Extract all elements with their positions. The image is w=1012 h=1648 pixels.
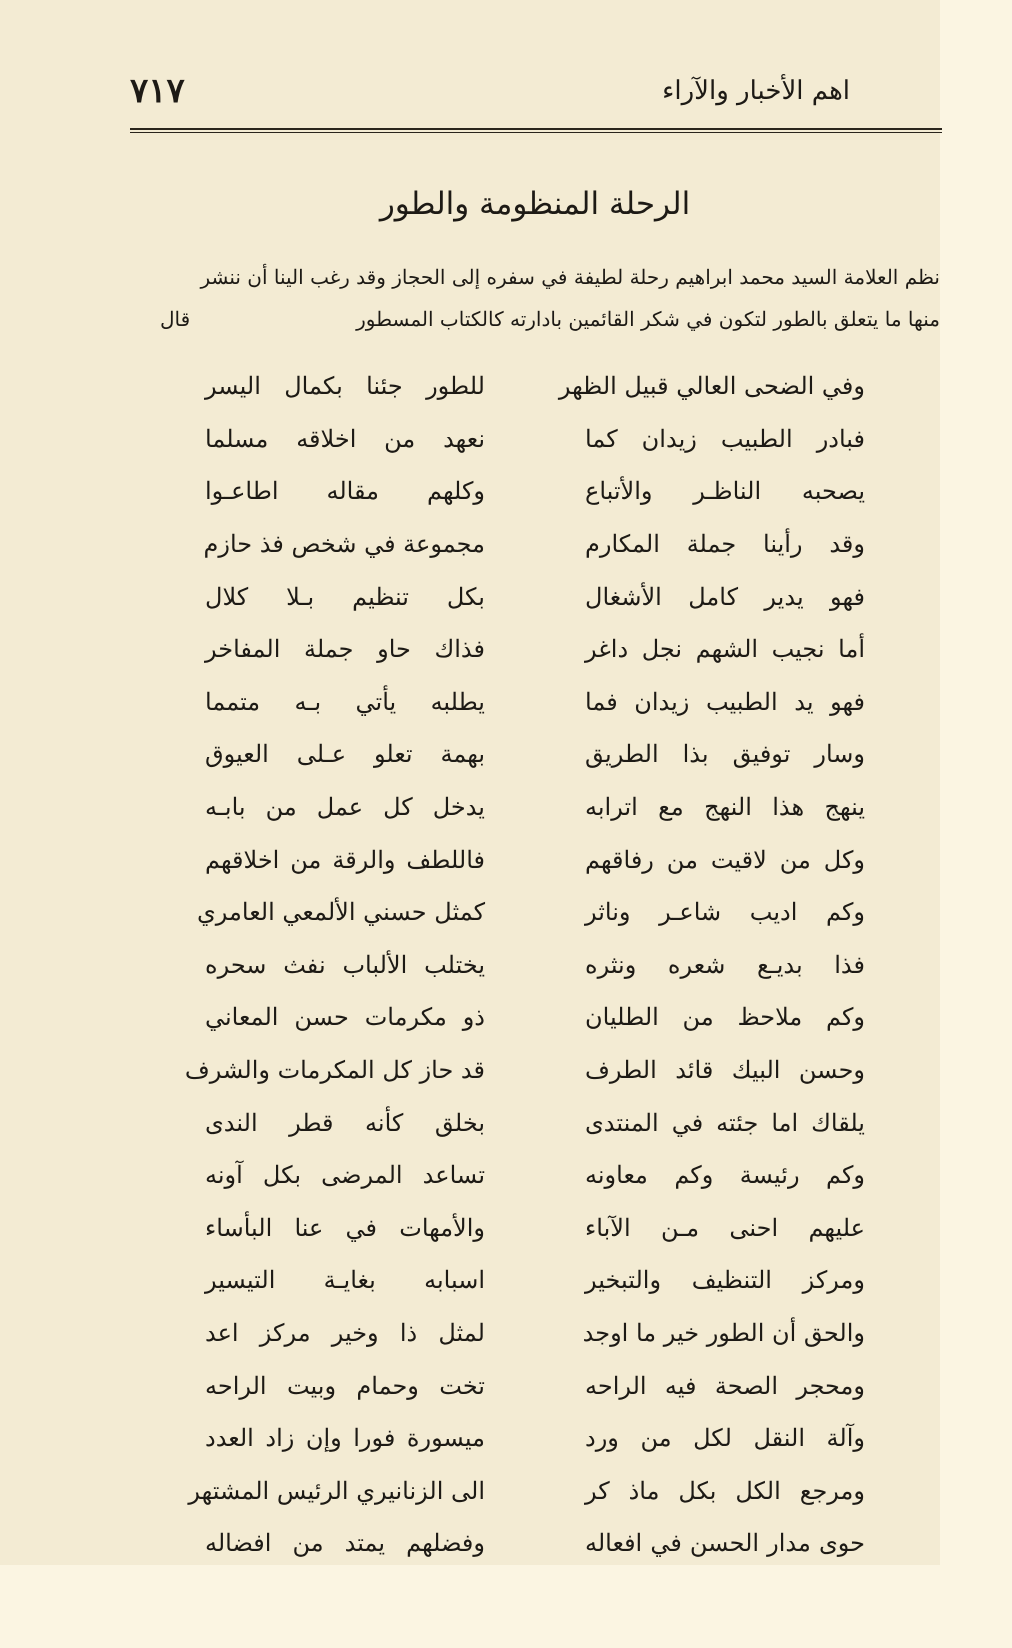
verse-second-hemistich: فذاك حاو جملة المفاخر [205,635,485,664]
verse-second-hemistich: تخت وحمام وبيت الراحه [205,1371,485,1400]
intro-line-text: منها ما يتعلق بالطور لتكون في شكر القائمين بادارته كالكتاب المسطور [356,307,940,331]
verse-second-hemistich: لمثل ذا وخير مركز اعد [205,1318,485,1347]
verse-second-hemistich: وكلهم مقاله اطاعـوا [205,477,485,506]
verse-row [205,570,865,623]
verse-row [205,518,865,571]
verse-row [188,1464,865,1517]
verse-first-hemistich: يلقاك اما جئته في المنتدى [585,1108,865,1137]
verse-second-hemistich: قد حاز كل المكرمات والشرف [184,1056,485,1085]
verse-first-hemistich: وفي الضحى العالي قبيل الظهر [558,372,865,401]
verse-second-hemistich: فاللطف والرقة من اخلاقهم [205,845,485,874]
verse-second-hemistich: نعهد من اخلاقه مسلما [205,424,485,453]
verse-second-hemistich: يختلب الألباب نفث سحره [205,950,485,979]
verse-first-hemistich: عليهم احنى مـن الآباء [585,1213,865,1242]
verse-second-hemistich: ميسورة فورا وإن زاد العدد [205,1424,485,1453]
verse-first-hemistich: وسار توفيق بذا الطريق [585,740,865,769]
poem-verses [184,360,865,1570]
verse-second-hemistich: بخلق كأنه قطر الندى [205,1108,485,1137]
verse-first-hemistich: ومركز التنظيف والتبخير [585,1266,865,1295]
verse-first-hemistich: وقد رأينا جملة المكارم [585,530,865,559]
verse-first-hemistich: فبادر الطبيب زيدان كما [585,424,865,453]
intro-line: نظم العلامة السيد محمد ابراهيم رحلة لطيفة في سفره إلى الحجاز وقد رغب الينا أن ننشر [200,265,940,289]
running-head: اهم الأخبار والآراء [662,76,850,106]
verse-first-hemistich: وكم رئيسة وكم معاونه [585,1161,865,1190]
page-number: ٧١٧ [130,71,185,111]
verse-row [205,413,865,466]
verse-second-hemistich: الى الزنانيري الرئيس المشتهر [188,1476,485,1505]
verse-first-hemistich: ينهج هذا النهج مع اترابه [585,793,865,822]
verse-row [205,1359,865,1412]
verse-row [205,939,865,992]
verse-second-hemistich: مجموعة في شخص فذ حازم [203,530,485,559]
verse-first-hemistich: أما نجيب الشهم نجل داغر [585,635,865,664]
verse-row [205,1307,865,1360]
verse-row [205,1412,865,1465]
verse-second-hemistich: بكل تنظيم بـلا كلال [205,582,485,611]
verse-row [205,623,865,676]
verse-first-hemistich: يصحبه الناظـر والأتباع [585,477,865,506]
verse-row [205,1202,865,1255]
verse-first-hemistich: فهو يدير كامل الأشغال [585,582,865,611]
verse-first-hemistich: فذا بديـع شعره ونثره [585,950,865,979]
verse-row [205,1096,865,1149]
verse-first-hemistich: فهو يد الطبيب زيدان فما [585,687,865,716]
verse-first-hemistich: والحق أن الطور خير ما اوجد [582,1318,865,1347]
verse-row [205,1254,865,1307]
verse-first-hemistich: ومرجع الكل بكل ماذ كر [585,1476,865,1505]
verse-row [205,833,865,886]
verse-row [197,886,865,939]
verse-second-hemistich: للطور جئنا بكمال اليسر [205,372,485,401]
intro-paragraph [128,256,940,340]
verse-second-hemistich: يطلبه يأتي بـه متمما [205,687,485,716]
verse-second-hemistich: والأمهات في عنا البأساء [205,1213,485,1242]
verse-second-hemistich: اسبابه بغايـة التيسير [205,1266,485,1295]
verse-second-hemistich: تساعد المرضى بكل آونه [205,1161,485,1190]
verse-row [205,991,865,1044]
poem-title: الرحلة المنظومة والطور [379,186,691,222]
verse-row [205,676,865,729]
verse-first-hemistich: وكم اديب شاعـر وناثر [585,898,865,927]
header-rule [130,128,942,133]
verse-row [184,1044,865,1097]
verse-second-hemistich: كمثل حسني الألمعي العامري [197,898,485,927]
verse-row [205,1149,865,1202]
verse-row [205,781,865,834]
verse-row [205,360,865,413]
page-header [130,62,940,120]
intro-said: قال [160,307,191,331]
verse-second-hemistich: ذو مكرمات حسن المعاني [205,1003,485,1032]
verse-first-hemistich: وحسن البيك قائد الطرف [585,1056,865,1085]
verse-row [205,465,865,518]
verse-first-hemistich: وآلة النقل لكل من ورد [585,1424,865,1453]
verse-second-hemistich: يدخل كل عمل من بابـه [205,793,485,822]
intro-line [128,298,940,340]
verse-second-hemistich: وفضلهم يمتد من افضاله [205,1529,485,1558]
verse-second-hemistich: بهمة تعلو عـلى العيوق [205,740,485,769]
verse-first-hemistich: وكل من لاقيت من رفاقهم [585,845,865,874]
verse-row [205,728,865,781]
verse-row [205,1517,865,1570]
verse-first-hemistich: وكم ملاحظ من الطليان [585,1003,865,1032]
verse-first-hemistich: حوى مدار الحسن في افعاله [585,1529,865,1558]
verse-first-hemistich: ومحجر الصحة فيه الراحه [585,1371,865,1400]
